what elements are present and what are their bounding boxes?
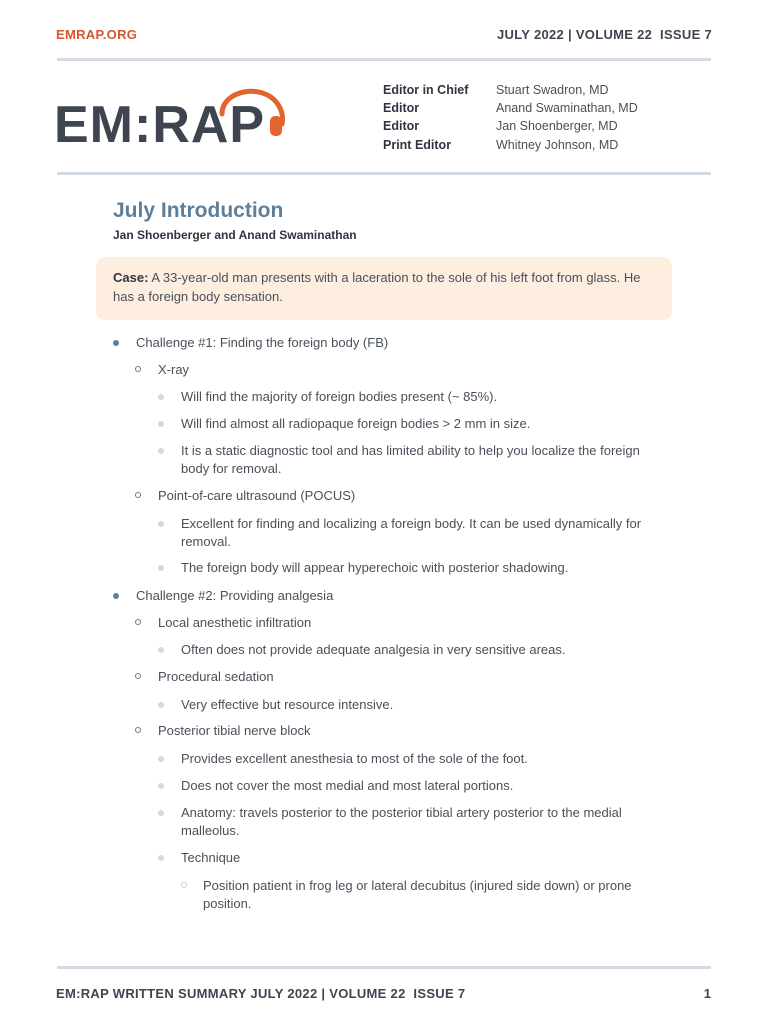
bullet-hollow-icon <box>135 727 141 733</box>
case-callout <box>96 257 672 320</box>
emrap-logo-text: EM:RAP <box>54 96 266 150</box>
outline-item-level-3: Often does not provide adequate analgesia in very sensitive areas. <box>181 642 566 657</box>
outline-item-level-2: Procedural sedation <box>158 669 274 684</box>
bullet-filled-icon <box>158 394 164 400</box>
bullet-filled-icon <box>158 810 164 816</box>
editor-name: Stuart Swadron, MD <box>496 83 609 97</box>
bullet-filled-icon <box>158 647 164 653</box>
editor-name: Anand Swaminathan, MD <box>496 101 638 116</box>
outline-item-level-2: Posterior tibial nerve block <box>158 723 311 738</box>
outline-item-level-2: Local anesthetic infiltration <box>158 615 312 630</box>
outline-item-level-2: X-ray <box>158 362 190 377</box>
case-label: Case: <box>113 270 149 285</box>
editor-role: Editor <box>383 101 420 116</box>
outline-item-level-3: Will find almost all radiopaque foreign bodies > 2 mm in size. <box>181 416 531 431</box>
outline-item-level-1: Challenge #1: Finding the foreign body (FB) <box>136 335 389 350</box>
bullet-filled-icon <box>158 448 164 454</box>
emrap-logo <box>54 78 286 150</box>
article-authors: Jan Shoenberger and Anand Swaminathan <box>113 228 357 242</box>
bullet-filled-icon <box>113 593 119 599</box>
outline-item-level-3: The foreign body will appear hyperechoic with posterior shadowing. <box>181 560 569 575</box>
outline-item-level-3: Technique <box>181 850 241 865</box>
article-title: July Introduction <box>113 199 284 222</box>
bullet-filled-icon <box>158 756 164 762</box>
editor-role: Editor <box>383 119 420 134</box>
editor-row <box>383 117 638 135</box>
bullet-filled-icon <box>158 702 164 708</box>
editor-row <box>383 136 638 154</box>
bullet-filled-icon <box>113 340 119 346</box>
outline-item-level-3: Anatomy: travels posterior to the posterior tibial artery posterior to the medial malleolus. <box>181 805 622 838</box>
bullet-hollow-icon <box>135 619 141 625</box>
page-number: 1 <box>703 986 711 1001</box>
outline-item-level-3: Does not cover the most medial and most lateral portions. <box>181 778 514 793</box>
outline-item-level-3: It is a static diagnostic tool and has limited ability to help you localize the foreign body for removal. <box>181 443 640 476</box>
footer-divider <box>57 966 711 969</box>
bullet-filled-icon <box>158 521 164 527</box>
footer-label: EM:RAP WRITTEN SUMMARY JULY 2022 | VOLUME 22 ISSUE 7 <box>56 986 466 1001</box>
bullet-filled-icon <box>158 783 164 789</box>
masthead-divider <box>57 172 711 175</box>
editor-credits <box>383 81 638 154</box>
editor-role: Editor in Chief <box>383 83 469 97</box>
outline-item-level-3: Very effective but resource intensive. <box>181 697 394 712</box>
outline-item-level-1: Challenge #2: Providing analgesia <box>136 588 334 603</box>
outline-item-level-3: Provides excellent anesthesia to most of the sole of the foot. <box>181 751 528 766</box>
bullet-hollow-icon <box>135 673 141 679</box>
editor-name: Jan Shoenberger, MD <box>496 119 618 134</box>
editor-role: Print Editor <box>383 137 452 152</box>
bullet-filled-icon <box>158 565 164 571</box>
case-text: A 33-year-old man presents with a laceration to the sole of his left foot from glass. He has a foreign body sensation. <box>113 270 641 304</box>
issue-info: JULY 2022 | VOLUME 22 ISSUE 7 <box>497 27 712 42</box>
bullet-filled-icon <box>158 855 164 861</box>
bullet-hollow-icon <box>135 366 141 372</box>
editor-row <box>383 99 638 117</box>
header-divider <box>57 58 711 61</box>
bullet-hollow-icon <box>135 492 141 498</box>
bullet-hollow-icon <box>181 882 187 888</box>
bullet-filled-icon <box>158 421 164 427</box>
outline-item-level-2: Point-of-care ultrasound (POCUS) <box>158 488 356 503</box>
outline-item-level-3: Will find the majority of foreign bodies present (~ 85%). <box>181 389 498 404</box>
editor-row <box>383 81 638 99</box>
outline-item-level-3: Excellent for finding and localizing a foreign body. It can be used dynamically for removal. <box>181 516 642 549</box>
editor-name: Whitney Johnson, MD <box>496 137 619 152</box>
outline-item-level-4: Position patient in frog leg or lateral decubitus (injured side down) or prone position. <box>203 878 632 911</box>
site-link[interactable]: EMRAP.ORG <box>56 27 138 42</box>
